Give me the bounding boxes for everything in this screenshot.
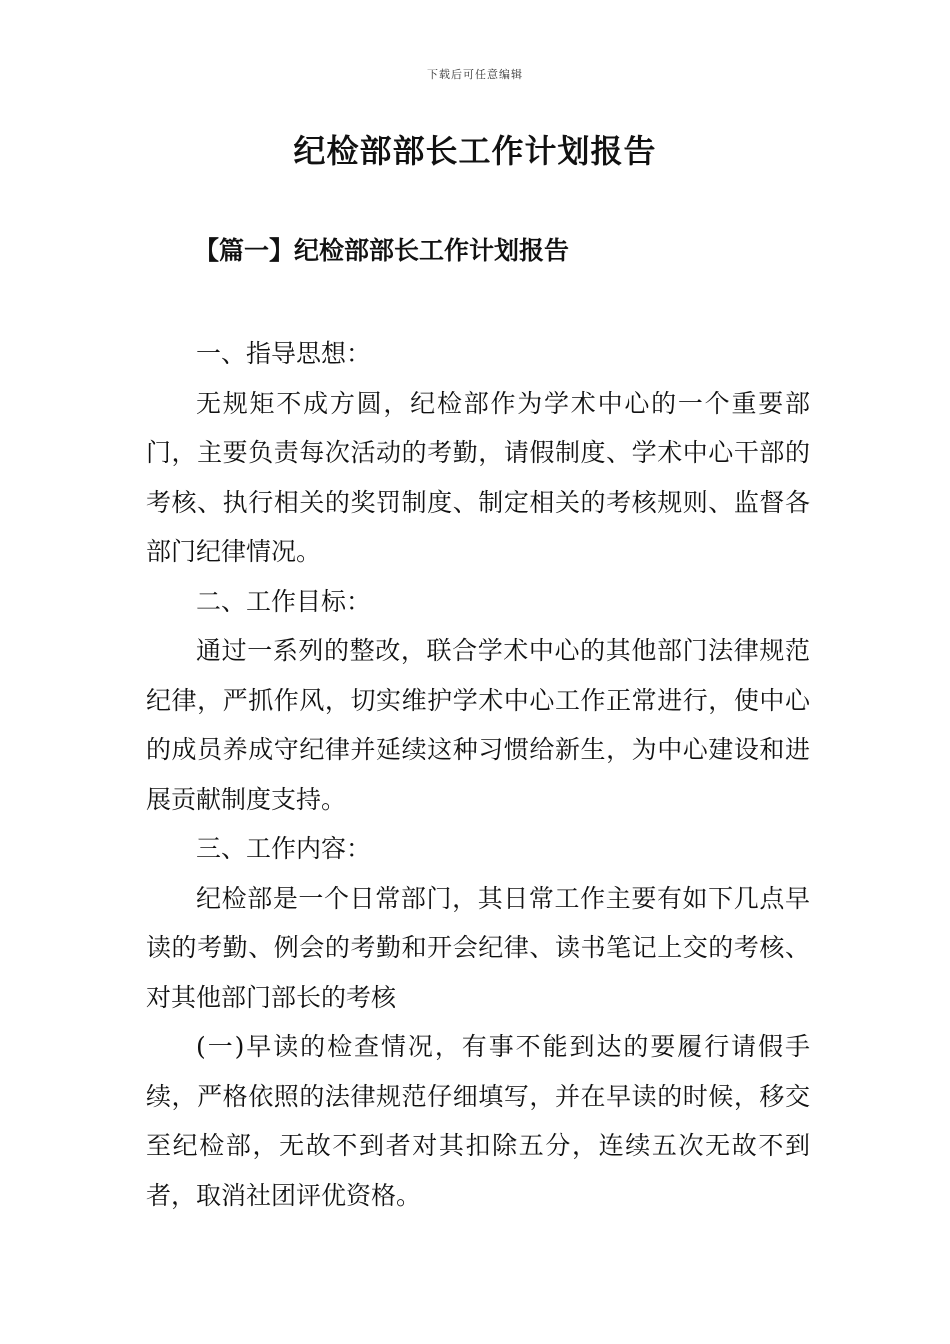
document-body [146, 329, 810, 1220]
heading-guiding-ideology: 一、指导思想： [196, 339, 372, 368]
heading-work-content: 三、工作内容： [196, 834, 372, 863]
document-title: 纪检部部长工作计划报告 [293, 132, 657, 170]
heading-work-goals: 二、工作目标： [196, 586, 372, 616]
paragraph-work-content: 纪检部是一个日常部门，其日常工作主要有如下几点早读的考勤、例会的考勤和开会纪律、读书笔记上交的考核、对其他部门部长的考核 [146, 883, 810, 1012]
paragraph-work-goals: 通过一系列的整改，联合学术中心的其他部门法律规范纪律，严抓作风，切实维护学术中心工作正常进行，使中心的成员养成守纪律并延续这种习惯给新生，为中心建设和进展贡献制度支持。 [146, 636, 810, 814]
section-title: 【篇一】纪检部部长工作计划报告 [194, 236, 570, 265]
header-note: 下载后可任意编辑 [427, 68, 523, 81]
paragraph-morning-reading: (一)早读的检查情况，有事不能到达的要履行请假手续，严格依照的法律规范仔细填写，并在早读的时候，移交至纪检部，无故不到者对其扣除五分，连续五次无故不到者，取消社团评优资格。 [146, 1032, 810, 1210]
paragraph-guiding-ideology: 无规矩不成方圆，纪检部作为学术中心的一个重要部门，主要负责每次活动的考勤，请假制度、学术中心干部的考核、执行相关的奖罚制度、制定相关的考核规则、监督各部门纪律情况。 [146, 388, 810, 566]
